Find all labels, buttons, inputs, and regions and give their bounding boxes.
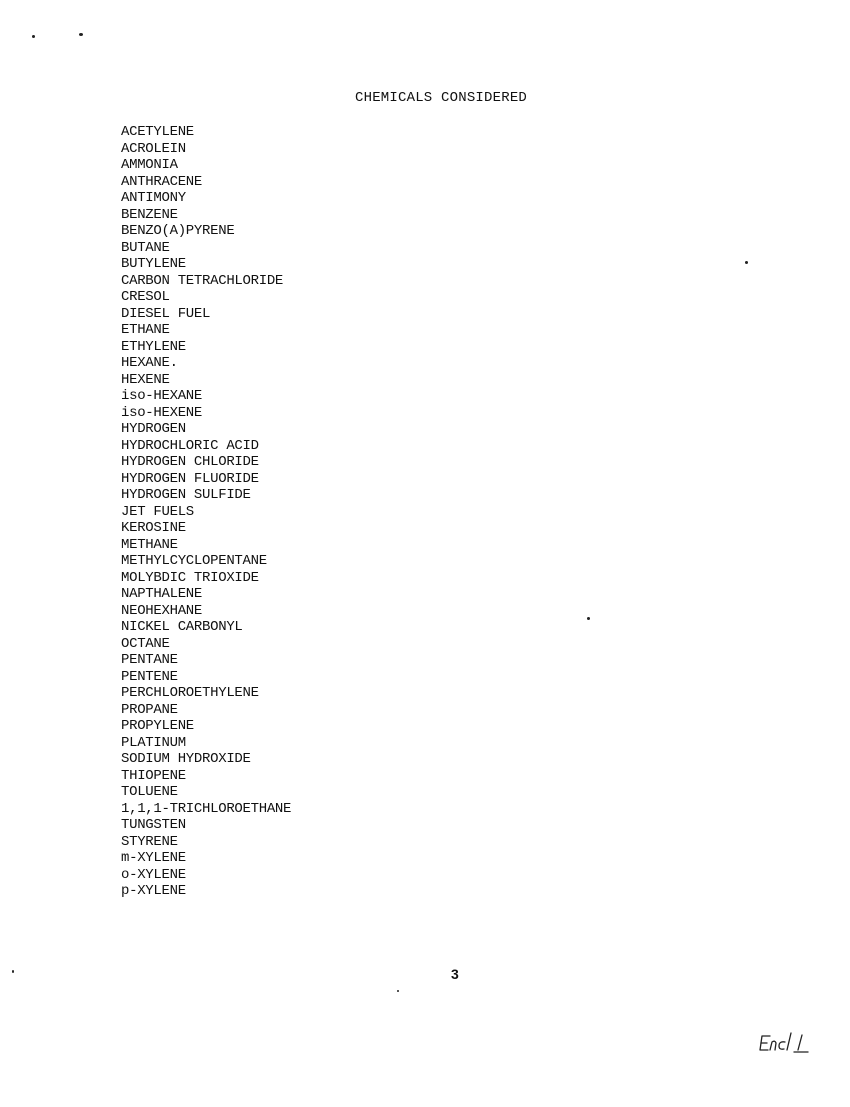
chemical-item: o-XYLENE [121, 866, 186, 883]
chemical-item: TOLUENE [121, 784, 178, 800]
chemical-item: PROPANE [121, 701, 178, 718]
chemical-item: JET FUELS [121, 503, 194, 520]
chemical-item: CARBON TETRACHLORIDE [121, 272, 284, 289]
chemical-item: HYDROGEN SULFIDE [121, 487, 251, 503]
chemical-item: HYDROGEN CHLORIDE [121, 454, 259, 470]
chemical-item: CRESOL [121, 289, 170, 305]
chemical-item: BUTYLENE [121, 256, 186, 272]
chemical-item: NEOHEXHANE [121, 602, 203, 619]
chemical-item: HYDROGEN FLUORIDE [121, 470, 259, 487]
chemical-list [121, 124, 291, 900]
chemical-item: p-XYLENE [121, 883, 186, 899]
chemical-item: PROPYLENE [121, 718, 194, 734]
chemical-item: HEXENE [121, 371, 170, 388]
chemical-item: TUNGSTEN [121, 817, 186, 833]
chemical-item: PLATINUM [121, 734, 186, 751]
chemical-item: m-XYLENE [121, 850, 186, 866]
chemical-item: NICKEL CARBONYL [121, 619, 243, 635]
scan-speck [745, 261, 748, 264]
scan-speck [32, 35, 35, 38]
chemical-item: ACETYLENE [121, 124, 194, 140]
chemical-item: KEROSINE [121, 520, 186, 536]
chemical-item: STYRENE [121, 833, 178, 850]
scan-speck [12, 970, 14, 973]
chemical-item: SODIUM HYDROXIDE [121, 751, 251, 767]
chemical-item: ETHYLENE [121, 338, 186, 355]
chemical-item: PERCHLOROETHYLENE [121, 685, 259, 701]
chemical-item: NAPTHALENE [121, 586, 203, 602]
chemical-item: METHYLCYCLOPENTANE [121, 553, 267, 569]
chemical-item: BUTANE [121, 239, 170, 256]
chemical-item: THIOPENE [121, 767, 186, 784]
chemical-item: METHANE [121, 536, 178, 553]
chemical-item: BENZO(A)PYRENE [121, 223, 235, 239]
chemical-item: MOLYBDIC TRIOXIDE [121, 569, 259, 586]
scan-speck [79, 33, 83, 36]
chemical-item: iso-HEXENE [121, 404, 203, 421]
chemical-item: OCTANE [121, 635, 170, 652]
chemical-item: ETHANE [121, 322, 170, 338]
scan-speck [397, 990, 399, 992]
page-title: CHEMICALS CONSIDERED [355, 90, 528, 106]
chemical-item: iso-HEXANE [121, 388, 203, 404]
chemical-item: BENZENE [121, 206, 178, 223]
chemical-item: ANTHRACENE [121, 173, 203, 190]
page-number: 3 [451, 966, 459, 982]
chemical-item: DIESEL FUEL [121, 305, 211, 322]
chemical-item: PENTENE [121, 668, 178, 685]
chemical-item: ACROLEIN [121, 140, 186, 157]
chemical-item: ANTIMONY [121, 190, 186, 206]
chemical-item: 1,1,1-TRICHLOROETHANE [121, 800, 292, 817]
chemical-item: PENTANE [121, 652, 178, 668]
chemical-item: AMMONIA [121, 157, 178, 173]
chemical-item: HEXANE. [121, 355, 178, 371]
chemical-item: HYDROCHLORIC ACID [121, 437, 259, 454]
handwritten-enclosure-mark [758, 1030, 828, 1058]
scan-speck [587, 617, 590, 620]
chemical-item: HYDROGEN [121, 421, 186, 437]
